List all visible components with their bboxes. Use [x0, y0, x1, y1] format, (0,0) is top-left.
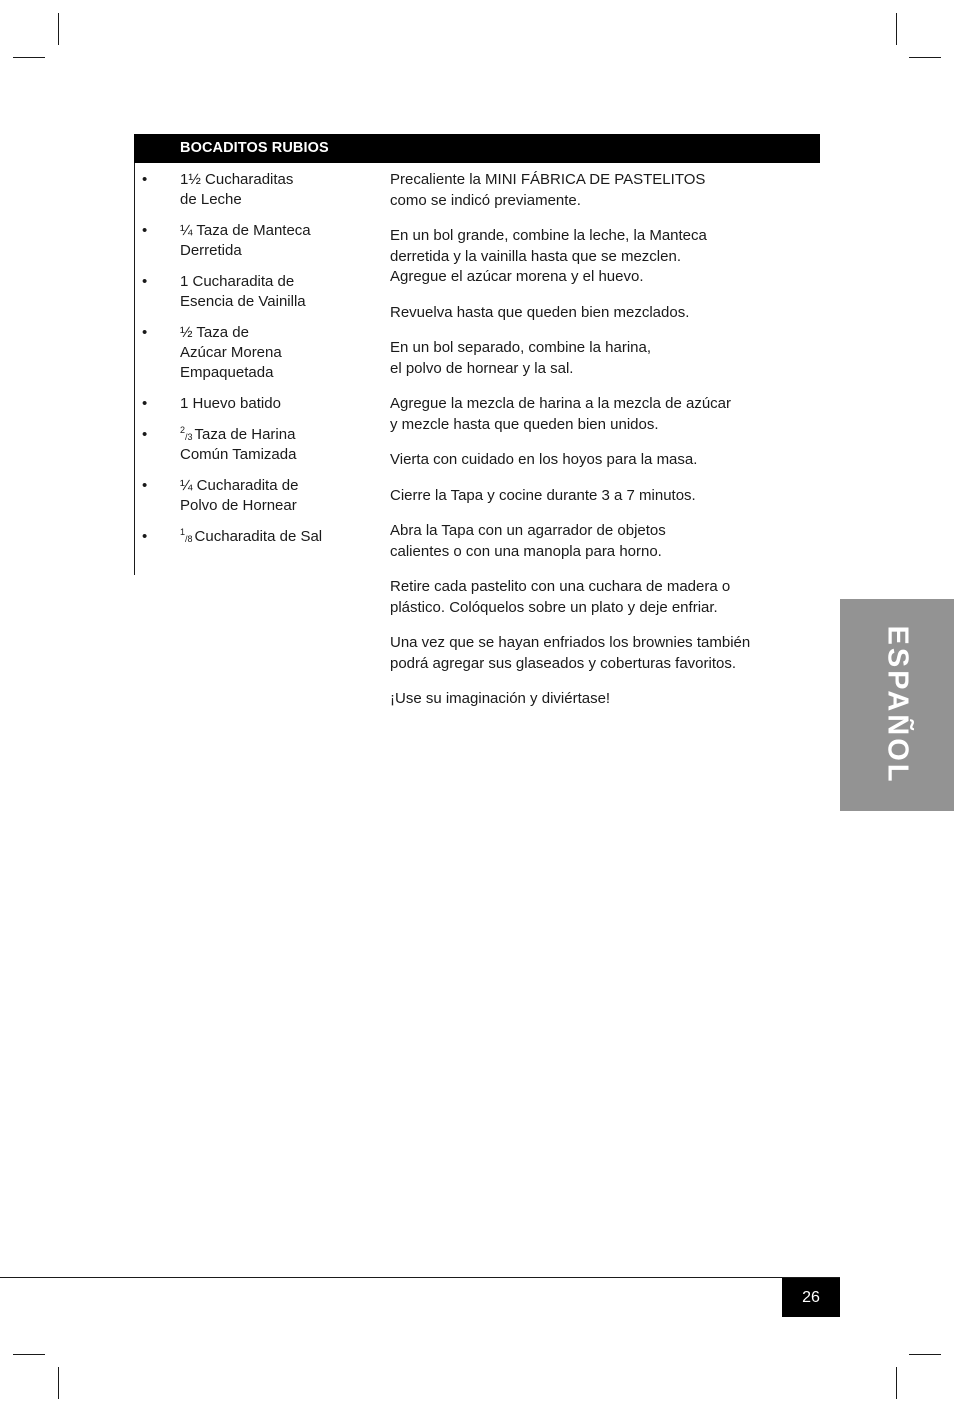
ingredient-line: Común Tamizada [180, 446, 297, 463]
bullet: • [142, 171, 148, 188]
instruction-step [390, 577, 800, 618]
bullet: • [142, 273, 148, 290]
instruction-step [390, 521, 800, 562]
ingredient-item [134, 394, 364, 414]
page-number: 26 [782, 1278, 840, 1317]
ingredient-line: Derretida [180, 242, 242, 259]
instruction-line: podrá agregar sus glaseados y coberturas favoritos. [390, 654, 737, 672]
ingredient-line: 1 Cucharadita de [180, 273, 295, 290]
crop-mark [909, 1354, 941, 1355]
crop-mark [58, 1367, 59, 1399]
bullet: • [142, 395, 148, 412]
bullet: • [142, 528, 148, 545]
instruction-step [390, 226, 800, 288]
instruction-line: Cierre la Tapa y cocine durante 3 a 7 minutos. [390, 486, 696, 504]
recipe-header-bar [134, 134, 820, 163]
instruction-step [390, 338, 800, 379]
instruction-line: como se indicó previamente. [390, 191, 581, 209]
instruction-step [390, 450, 800, 471]
fraction-slash: / [185, 534, 188, 544]
instruction-line: En un bol grande, combine la leche, la Manteca [390, 227, 707, 244]
bullet: • [142, 222, 148, 239]
instruction-line: ¡Use su imaginación y diviértase! [390, 690, 611, 707]
ingredient-line [180, 527, 364, 547]
ingredient-item [134, 221, 364, 261]
bullet: • [142, 477, 148, 494]
ingredient-item [134, 476, 364, 516]
ingredient-text: Taza de Harina [194, 426, 296, 443]
instruction-line: Una vez que se hayan enfriados los brownies también [390, 634, 751, 651]
ingredient-item [134, 170, 364, 210]
instruction-line: el polvo de hornear y la sal. [390, 359, 574, 377]
ingredient-line: Esencia de Vainilla [180, 293, 306, 310]
ingredient-line [180, 425, 364, 445]
ingredient-line: 1 Huevo batido [180, 395, 281, 412]
fraction-numerator: 1 [180, 527, 186, 537]
crop-mark [13, 1354, 45, 1355]
ingredient-text: Cucharadita de Sal [194, 528, 323, 545]
crop-mark [58, 13, 59, 45]
fraction [180, 528, 193, 545]
crop-mark [896, 13, 897, 45]
instruction-line: Agregue el azúcar morena y el huevo. [390, 268, 644, 285]
fraction-slash: / [185, 432, 188, 442]
bullet: • [142, 426, 148, 443]
ingredient-item [134, 272, 364, 312]
instruction-step [390, 394, 800, 435]
ingredient-line: 1½ Cucharaditas [180, 171, 294, 188]
instruction-line: Abra la Tapa con un agarrador de objetos [390, 522, 666, 539]
instruction-step [390, 303, 800, 324]
instruction-line: y mezcle hasta que queden bien unidos. [390, 415, 659, 433]
ingredient-item [134, 425, 364, 465]
instruction-line: calientes o con una manopla para horno. [390, 542, 662, 560]
instruction-line: derretida y la vainilla hasta que se mezclen. [390, 247, 681, 265]
language-label: ESPAÑOL [881, 625, 914, 785]
ingredient-item [134, 527, 364, 547]
instruction-line: En un bol separado, combine la harina, [390, 339, 652, 356]
language-tab [840, 599, 954, 811]
instruction-line: Vierta con cuidado en los hoyos para la masa. [390, 451, 698, 468]
instruction-step [390, 689, 800, 710]
instruction-line: Precaliente la MINI FÁBRICA DE PASTELITOS [390, 171, 706, 188]
crop-mark [909, 57, 941, 58]
ingredient-item [134, 323, 364, 383]
instruction-list [390, 170, 800, 725]
instruction-step [390, 633, 800, 674]
instruction-line: Retire cada pastelito con una cuchara de madera o [390, 578, 731, 595]
fraction-denominator: 3 [187, 432, 193, 442]
fraction-numerator: 2 [180, 425, 186, 435]
ingredient-line: Empaquetada [180, 364, 274, 381]
instruction-step [390, 486, 800, 507]
ingredient-line: Polvo de Hornear [180, 497, 297, 514]
ingredient-line: de Leche [180, 191, 242, 208]
ingredient-line: ¼ Taza de Manteca [180, 222, 311, 239]
instruction-line: Revuelva hasta que queden bien mezclados. [390, 303, 690, 321]
instruction-line: Agregue la mezcla de harina a la mezcla de azúcar [390, 395, 732, 412]
ingredient-line: ¼ Cucharadita de [180, 477, 299, 494]
crop-mark [13, 57, 45, 58]
ingredient-list [134, 170, 364, 558]
instruction-line: plástico. Colóquelos sobre un plato y deje enfriar. [390, 598, 718, 616]
crop-mark [896, 1367, 897, 1399]
fraction-denominator: 8 [187, 534, 193, 544]
fraction [180, 426, 193, 443]
bullet: • [142, 324, 148, 341]
ingredient-line: Azúcar Morena [180, 344, 282, 361]
footer-rule [0, 1277, 840, 1278]
recipe-title: BOCADITOS RUBIOS [180, 140, 329, 156]
instruction-step [390, 170, 800, 211]
ingredient-line: ½ Taza de [180, 324, 249, 341]
